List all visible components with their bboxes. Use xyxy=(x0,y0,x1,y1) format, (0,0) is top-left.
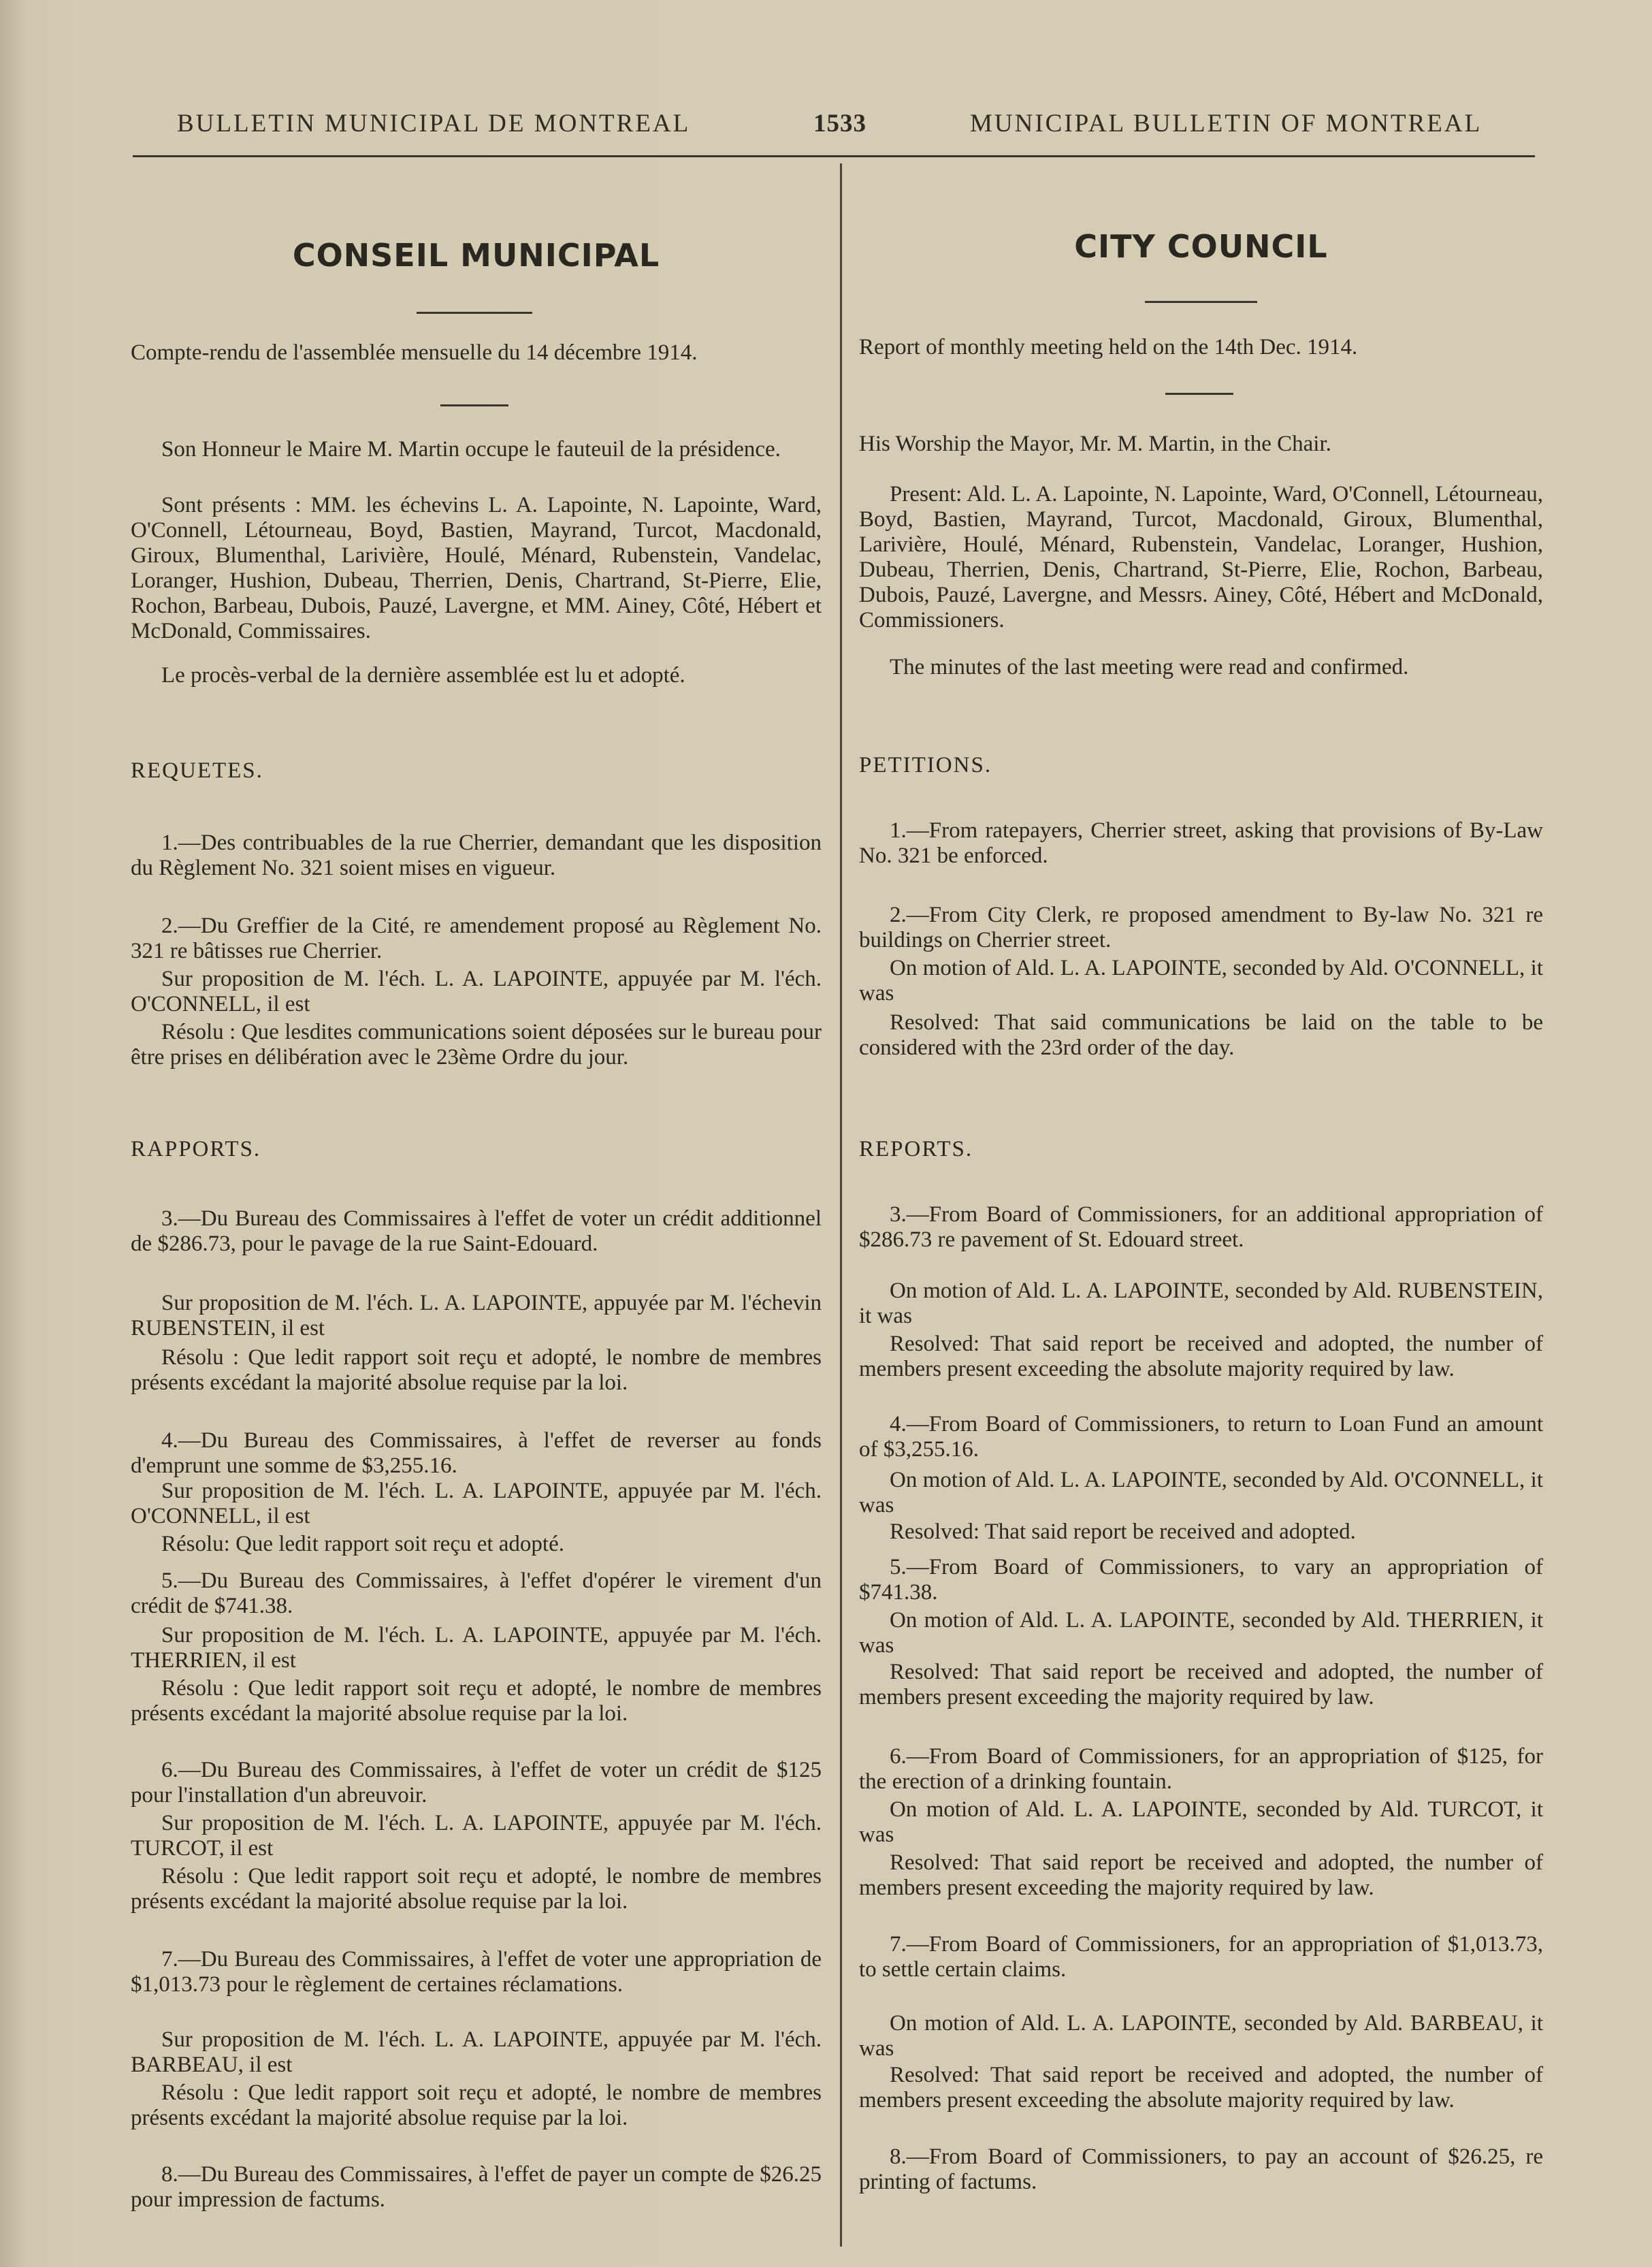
french-req-resolu: Résolu : Que lesdites communications soient déposées sur le bureau pour être prises en délibération avec le 23ème Ordre du jour. xyxy=(131,1020,822,1070)
french-r4: 4.—Du Bureau des Commissaires, à l'effet de reverser au fonds d'emprunt une somme de $3,255.16. xyxy=(131,1428,822,1478)
english-r5-motion: On motion of Ald. L. A. LAPOINTE, seconded by Ald. THERRIEN, it was xyxy=(859,1608,1543,1658)
french-r6-resolu: Résolu : Que ledit rapport soit reçu et adopté, le nombre de membres présents excédant la majorité absolue requise par la loi. xyxy=(131,1864,822,1914)
french-r5-motion: Sur proposition de M. l'éch. L. A. LAPOINTE, appuyée par M. l'éch. THERRIEN, il est xyxy=(131,1623,822,1673)
french-r7-resolu: Résolu : Que ledit rapport soit reçu et adopté, le nombre de membres présents excédant la majorité absolue requise par la loi. xyxy=(131,2080,822,2130)
page-header xyxy=(129,109,1538,150)
french-r7-motion: Sur proposition de M. l'éch. L. A. LAPOINTE, appuyée par M. l'éch. BARBEAU, il est xyxy=(131,2027,822,2077)
french-r6-motion: Sur proposition de M. l'éch. L. A. LAPOINTE, appuyée par M. l'éch. TURCOT, il est xyxy=(131,1811,822,1861)
english-r8: 8.—From Board of Commissioners, to pay an account of $26.25, re printing of factums. xyxy=(859,2144,1543,2194)
french-minutes: Le procès-verbal de la dernière assemblée est lu et adopté. xyxy=(161,663,685,688)
french-r8: 8.—Du Bureau des Commissaires, à l'effet de payer un compte de $26.25 pour impression de factums. xyxy=(131,2162,822,2212)
english-r3: 3.—From Board of Commissioners, for an additional appropriation of $286.73 re pavement of St. Edouard street. xyxy=(859,1202,1543,1252)
french-r5-resolu: Résolu : Que ledit rapport soit reçu et adopté, le nombre de membres présents excédant la majorité absolue requise par la loi. xyxy=(131,1676,822,1726)
english-p-resolved: Resolved: That said communications be laid on the table to be considered with the 23rd order of the day. xyxy=(859,1010,1543,1060)
english-subtitle: Report of monthly meeting held on the 14th Dec. 1914. xyxy=(859,335,1358,359)
petitions-heading: PETITIONS. xyxy=(859,753,992,777)
english-r6: 6.—From Board of Commissioners, for an appropriation of $125, for the erection of a drinking fountain. xyxy=(859,1744,1543,1794)
english-r4-resolved: Resolved: That said report be received and adopted. xyxy=(890,1520,1356,1544)
english-r5: 5.—From Board of Commissioners, to vary an appropriation of $741.38. xyxy=(859,1555,1543,1605)
french-r3-resolu: Résolu : Que ledit rapport soit reçu et adopté, le nombre de membres présents excédant la majorité absolue requise par la loi. xyxy=(131,1345,822,1395)
english-r5-resolved: Resolved: That said report be received and adopted, the number of members present exceeding the majority required by law. xyxy=(859,1660,1543,1709)
english-title: CITY COUNCIL xyxy=(1074,228,1328,265)
english-r7-motion: On motion of Ald. L. A. LAPOINTE, seconded by Ald. BARBEAU, it was xyxy=(859,2011,1543,2061)
subtitle-rule xyxy=(1165,393,1233,395)
header-english-title: MUNICIPAL BULLETIN OF MONTREAL xyxy=(970,110,1483,138)
french-subtitle: Compte-rendu de l'assemblée mensuelle du 14 décembre 1914. xyxy=(131,340,698,365)
column-divider xyxy=(840,163,842,2247)
reports-heading: REPORTS. xyxy=(859,1137,973,1161)
english-intro: His Worship the Mayor, Mr. M. Martin, in the Chair. xyxy=(859,432,1331,456)
english-p-motion: On motion of Ald. L. A. LAPOINTE, seconded by Ald. O'CONNELL, it was xyxy=(859,956,1543,1006)
english-r4: 4.—From Board of Commissioners, to return to Loan Fund an amount of $3,255.16. xyxy=(859,1412,1543,1462)
english-r7-resolved: Resolved: That said report be received and adopted, the number of members present exceeding the absolute majority required by law. xyxy=(859,2063,1543,2112)
english-r6-resolved: Resolved: That said report be received and adopted, the number of members present exceeding the majority required by law. xyxy=(859,1850,1543,1900)
subtitle-rule xyxy=(440,404,508,406)
french-r4-resolu: Résolu: Que ledit rapport soit reçu et adopté. xyxy=(161,1532,565,1556)
english-r6-motion: On motion of Ald. L. A. LAPOINTE, seconded by Ald. TURCOT, it was xyxy=(859,1797,1543,1847)
english-r7: 7.—From Board of Commissioners, for an appropriation of $1,013.73, to settle certain claims. xyxy=(859,1932,1543,1982)
english-r3-motion: On motion of Ald. L. A. LAPOINTE, seconded by Ald. RUBENSTEIN, it was xyxy=(859,1279,1543,1328)
french-r6: 6.—Du Bureau des Commissaires, à l'effet de voter un crédit de $125 pour l'installation d'un abreuvoir. xyxy=(131,1758,822,1807)
english-p1: 1.—From ratepayers, Cherrier street, asking that provisions of By-Law No. 321 be enforced. xyxy=(859,818,1543,868)
english-minutes: The minutes of the last meeting were read and confirmed. xyxy=(890,655,1409,679)
english-r3-resolved: Resolved: That said report be received and adopted, the number of members present exceeding the absolute majority required by law. xyxy=(859,1332,1543,1381)
french-r3-motion: Sur proposition de M. l'éch. L. A. LAPOINTE, appuyée par M. l'échevin RUBENSTEIN, il est xyxy=(131,1291,822,1340)
french-r4-motion: Sur proposition de M. l'éch. L. A. LAPOINTE, appuyée par M. l'éch. O'CONNELL, il est xyxy=(131,1479,822,1528)
french-r7: 7.—Du Bureau des Commissaires, à l'effet de voter une appropriation de $1,013.73 pour le règlement de certaines réclamations. xyxy=(131,1947,822,1997)
english-p2: 2.—From City Clerk, re proposed amendment to By-law No. 321 re buildings on Cherrier street. xyxy=(859,903,1543,952)
rapports-heading: RAPPORTS. xyxy=(131,1137,261,1161)
header-french-title: BULLETIN MUNICIPAL DE MONTREAL xyxy=(177,110,691,138)
page-number: 1533 xyxy=(813,110,867,138)
requetes-heading: REQUETES. xyxy=(131,758,263,783)
french-r3: 3.—Du Bureau des Commissaires à l'effet de voter un crédit additionnel de $286.73, pour le pavage de la rue Saint-Edouard. xyxy=(131,1206,822,1256)
french-present: Sont présents : MM. les échevins L. A. Lapointe, N. Lapointe, Ward, O'Connell, Létourneau, Boyd, Bastien, Mayrand, Turcot, Macdonald, Giroux, Blumenthal, Larivière, Houlé, Ménard, Rubenstein, Vandelac, Loranger, Hushion, Dubeau, Therrien, Denis, Chartrand, St-Pierre, Elie, Rochon, Barbeau, Dubois, Pauzé, Lavergne, et MM. Ainey, Côté, Hébert et McDonald, Commissaires. xyxy=(131,493,822,643)
french-title: CONSEIL MUNICIPAL xyxy=(292,237,660,274)
english-present: Present: Ald. L. A. Lapointe, N. Lapointe, Ward, O'Connell, Létourneau, Boyd, Bastien, Mayrand, Turcot, Macdonald, Giroux, Blumenthal, Larivière, Houlé, Ménard, Rubenstein, Vandelac, Loranger, Hushion, Dubeau, Therrien, Denis, Chartrand, St-Pierre, Elie, Rochon, Barbeau, Dubois, Pauzé, Lavergne, and Messrs. Ainey, Côté, Hébert and McDonald, Commissioners. xyxy=(859,482,1543,632)
french-req1: 1.—Des contribuables de la rue Cherrier, demandant que les disposition du Règlement No. 321 soient mises en vigueur. xyxy=(131,831,822,880)
header-rule xyxy=(133,155,1535,157)
french-r5: 5.—Du Bureau des Commissaires, à l'effet d'opérer le virement d'un crédit de $741.38. xyxy=(131,1569,822,1618)
title-rule xyxy=(417,312,532,314)
title-rule xyxy=(1145,301,1257,303)
french-req-motion: Sur proposition de M. l'éch. L. A. LAPOINTE, appuyée par M. l'éch. O'CONNELL, il est xyxy=(131,967,822,1016)
french-intro: Son Honneur le Maire M. Martin occupe le fauteuil de la présidence. xyxy=(161,437,781,462)
english-r4-motion: On motion of Ald. L. A. LAPOINTE, seconded by Ald. O'CONNELL, it was xyxy=(859,1468,1543,1517)
french-req2: 2.—Du Greffier de la Cité, re amendement proposé au Règlement No. 321 re bâtisses rue Cherrier. xyxy=(131,914,822,963)
